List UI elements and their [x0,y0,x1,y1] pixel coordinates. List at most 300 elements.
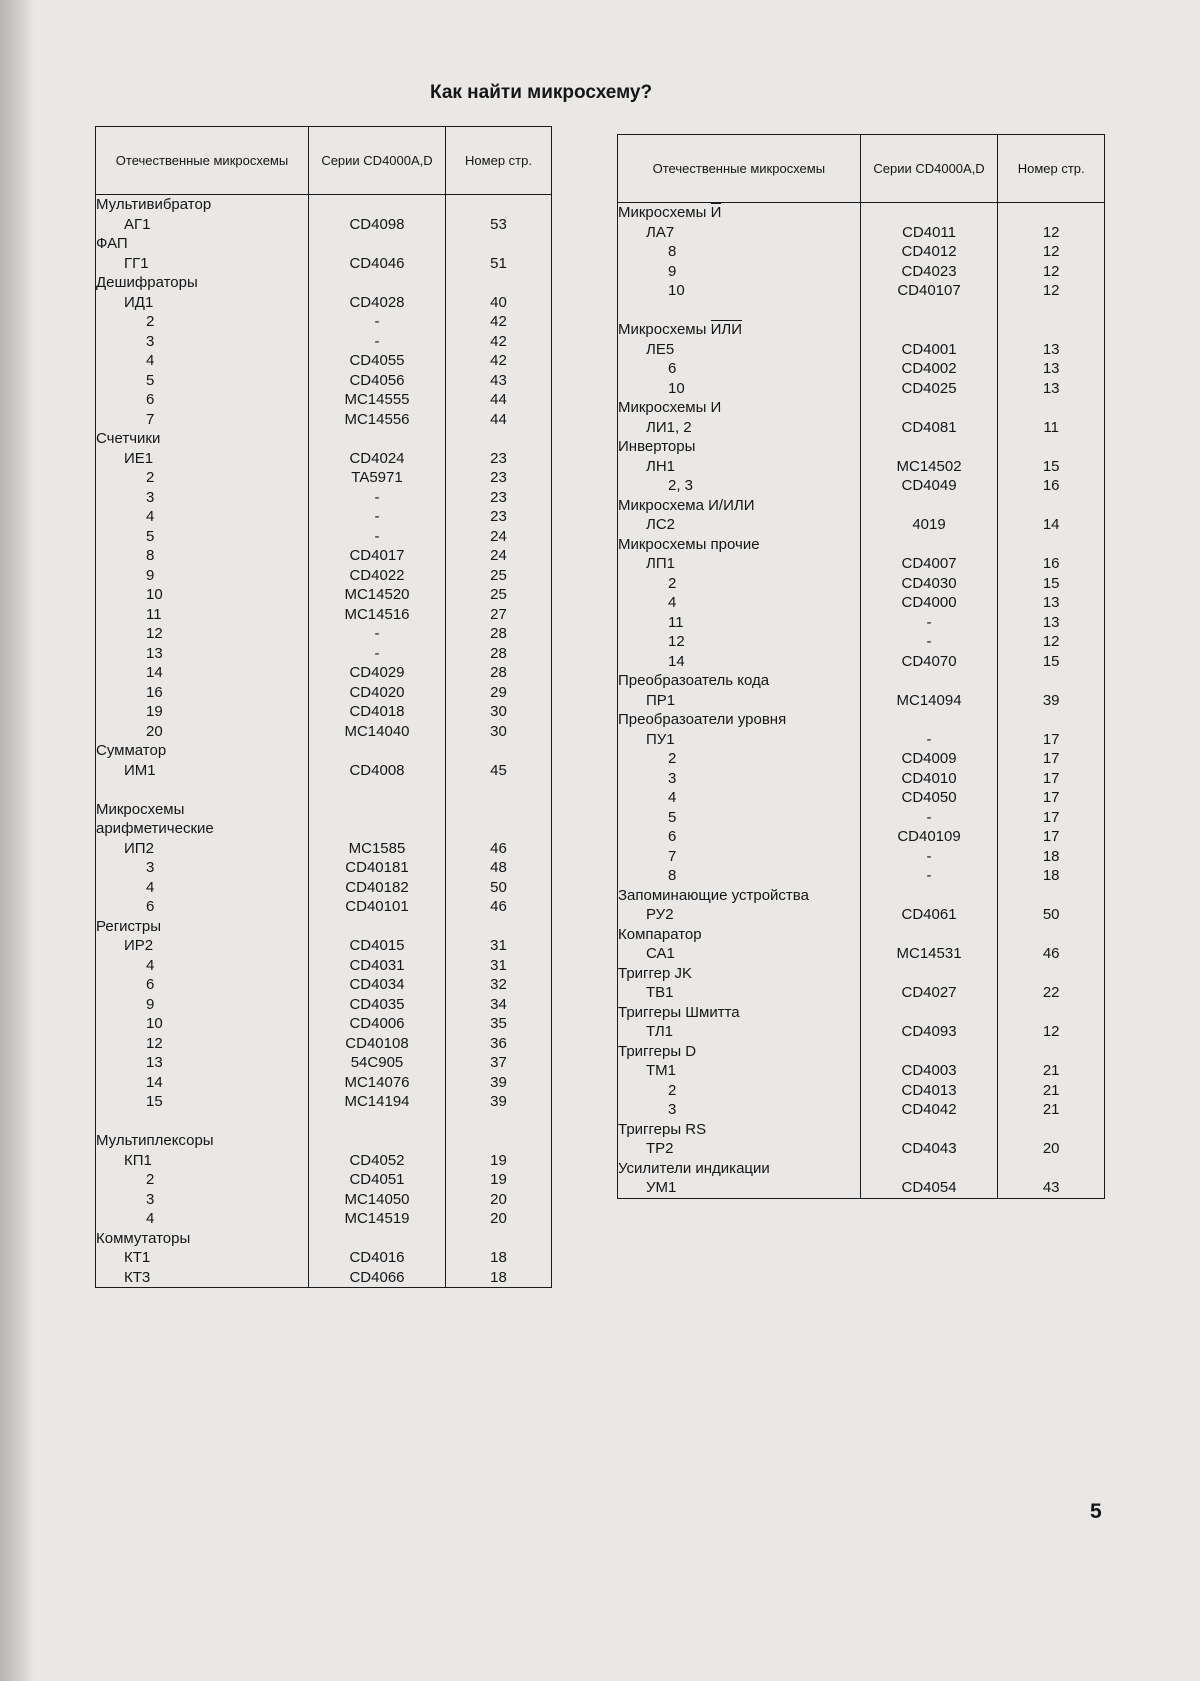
series-code [861,1042,998,1062]
chip-designation [96,332,308,352]
name-text: 9 [146,566,155,584]
series-code [309,741,445,761]
page-ref: 17 [1042,789,1060,806]
page-ref: 50 [1042,906,1060,923]
name-text: 5 [668,808,677,826]
name-text: Преобразоатели уровня [618,711,787,728]
page-ref: 21 [1042,1101,1060,1118]
page-ref: 53 [490,215,507,233]
category-label [618,203,860,223]
chip-designation [96,839,308,859]
name-text: Микросхемы прочие [618,535,760,553]
category-label [618,1042,860,1062]
series-code: CD4013 [901,1081,957,1099]
name-text: Усилители индикации [618,1159,770,1177]
name-text: Сумматор [96,742,167,759]
page-ref: 19 [490,1151,507,1169]
name-text: КТ1 [124,1249,151,1266]
name-text: РУ2 [646,906,674,923]
chip-designation [96,1073,308,1093]
series-code: CD40108 [345,1034,409,1052]
name-text: 7 [146,410,155,428]
category-label [96,1131,308,1151]
series-code: CD4051 [349,1171,405,1188]
chip-designation [96,312,308,332]
series-code: MC1585 [348,839,406,857]
category-label [96,741,308,761]
chip-designation [96,858,308,878]
series-code: MC14519 [344,1210,410,1227]
chip-designation [618,983,860,1003]
spacer-row [96,1112,308,1132]
page-ref [998,1120,1104,1140]
category-label [96,273,308,293]
page-ref: 12 [1042,1023,1060,1040]
series-code: MC14050 [344,1190,410,1208]
name-text: СА1 [646,945,675,962]
series-code: CD4011 [902,223,956,241]
series-code: MC14555 [344,391,410,408]
name-text: 12 [146,625,163,642]
name-text: Микросхемы [96,800,185,818]
page-number: 5 [1090,1500,1102,1523]
header-series: Серии CD4000A,D [309,127,446,195]
page-ref [998,1159,1104,1179]
page-ref: 46 [1042,945,1060,962]
page-ref: 11 [1043,418,1059,436]
series-code: 4019 [912,516,946,533]
name-text: ИЕ1 [124,449,154,467]
page-ref [998,301,1104,321]
category-label [96,1229,308,1249]
chip-designation [618,944,860,964]
series-code [861,671,998,691]
chip-designation [618,1061,860,1081]
page-ref: 25 [490,566,507,584]
series-code: CD4003 [901,1062,957,1079]
name-text: 4 [146,352,155,369]
name-text: 14 [146,1073,163,1091]
series-code: CD4012 [901,243,957,260]
name-text: ТМ1 [646,1062,676,1079]
series-code [309,917,445,937]
series-code: CD4022 [349,566,405,584]
page-ref: 40 [490,293,507,311]
page-ref: 46 [490,839,507,857]
name-text: Запоминающие устройства [618,886,809,904]
name-text: 11 [668,613,684,631]
category-label [618,320,860,340]
header-domestic: Отечественные микросхемы [618,135,861,203]
page-ref: 28 [490,664,507,681]
category-label [96,195,308,215]
chip-designation [96,624,308,644]
page-ref [998,925,1104,945]
series-code: MC14556 [344,410,410,428]
name-text: ЛЕ5 [646,340,675,358]
page-ref: 39 [1042,691,1060,709]
page-ref: 13 [1042,613,1060,631]
chip-designation [96,215,308,235]
column-series-codes [860,203,998,1199]
page-ref: 46 [490,898,507,915]
page-ref: 19 [490,1171,507,1188]
series-code [861,1003,998,1023]
name-text: 12 [668,633,685,650]
series-code: CD4043 [901,1140,957,1157]
category-label [618,1003,860,1023]
page-ref: 29 [490,683,507,701]
name-text: ТЛ1 [646,1023,674,1040]
name-text: 8 [146,547,155,564]
name-text: ЛП1 [646,555,675,572]
chip-designation [96,936,308,956]
name-text: ЛИ1, 2 [646,418,692,436]
series-code: CD4055 [349,352,405,369]
chip-designation [618,1081,860,1101]
page-ref: 17 [1042,730,1060,748]
name-text: 13 [146,1054,163,1071]
name-text: 2 [146,313,155,330]
page-ref: 39 [490,1093,507,1110]
series-code [861,964,998,984]
series-code: CD40109 [897,828,961,845]
name-text: 4 [668,594,677,611]
series-code: CD4061 [901,906,957,923]
name-text: 10 [668,282,685,299]
chip-designation [96,488,308,508]
page-ref: 18 [1042,847,1060,865]
chip-designation [618,281,860,301]
name-text: 10 [146,1015,163,1032]
series-code: CD4007 [901,555,957,572]
name-text: ИП2 [124,839,154,857]
page-ref: 15 [1042,652,1060,670]
series-code [309,800,445,820]
series-code: CD4093 [901,1023,957,1040]
chip-designation [618,554,860,574]
series-code: - [374,332,380,350]
page-ref [446,1229,551,1249]
name-text: Микросхемы [618,321,711,338]
page-ref [998,203,1104,223]
series-code: - [926,867,932,884]
series-code: CD4016 [349,1249,405,1266]
page-ref: 14 [1042,516,1060,533]
series-code [861,1159,998,1179]
page-ref: 35 [490,1015,507,1032]
category-label [618,671,860,691]
series-code [861,710,998,730]
series-code [309,1112,445,1132]
chip-designation [96,585,308,605]
name-text: 4 [146,956,155,974]
page-ref: 13 [1042,379,1060,397]
page-ref: 23 [490,469,507,486]
chip-designation [96,1209,308,1229]
name-text: ГГ1 [124,254,149,272]
series-code: CD4066 [349,1268,405,1286]
page-ref: 25 [490,586,507,603]
chip-designation [618,1139,860,1159]
category-label [96,800,308,820]
series-code: CD4028 [349,293,405,311]
name-text: ЛС2 [646,516,676,533]
chip-designation [618,379,860,399]
series-code: MC14194 [344,1093,410,1110]
chip-designation [96,897,308,917]
chip-designation [96,468,308,488]
spacer-row [96,780,308,800]
series-code [861,203,998,223]
series-code: CD4015 [349,937,405,954]
page-ref: 12 [1042,262,1060,280]
series-code: MC14520 [344,586,410,603]
name-text: 9 [668,262,677,280]
chip-designation [96,702,308,722]
series-code [309,780,445,800]
name-text: АГ1 [124,215,151,233]
page-ref [446,819,551,839]
name-text: Мультивибратор [96,196,212,213]
chip-designation [618,691,860,711]
chip-designation [96,605,308,625]
name-text: Триггеры RS [618,1120,707,1138]
name-text: 15 [146,1093,163,1110]
series-code: CD4049 [901,477,957,494]
page-ref: 45 [490,761,507,779]
page-ref: 50 [490,878,507,896]
chip-designation [96,1014,308,1034]
name-text: 9 [146,995,155,1013]
chip-designation [618,593,860,613]
name-text: 3 [146,488,155,506]
page-ref: 20 [490,1190,507,1208]
name-text: 4 [146,1210,155,1227]
inverted-logic-label: ИЛИ [710,321,742,338]
name-text: КП1 [124,1151,152,1169]
series-code [861,496,998,516]
series-code: - [374,488,380,506]
chip-designation [96,507,308,527]
series-code [861,535,998,555]
name-text: ТР2 [646,1140,674,1157]
name-text: 10 [146,586,163,603]
name-text: Преобразоатель кода [618,672,770,689]
page-ref: 30 [490,703,507,720]
page-ref: 36 [490,1034,507,1052]
name-text: 6 [668,360,677,377]
page-ref: 18 [490,1249,507,1266]
chip-designation [96,449,308,469]
series-code: - [374,625,380,642]
series-code: MC14076 [344,1073,410,1091]
page-ref: 31 [490,956,507,974]
series-code [309,1131,445,1151]
column-domestic-names [618,203,861,1199]
category-label [618,398,860,418]
chip-designation [618,769,860,789]
name-text: 4 [146,508,155,525]
series-code [861,1120,998,1140]
page-ref [998,320,1104,340]
category-label [618,1120,860,1140]
category-label [618,886,860,906]
chip-designation [618,515,860,535]
series-code: MC14531 [896,945,962,962]
series-code: CD40182 [345,878,409,896]
name-text: 2 [146,1171,155,1188]
page-ref: 39 [490,1073,507,1091]
name-text: Коммутаторы [96,1229,191,1247]
series-code: CD4034 [349,976,405,993]
name-text: 3 [668,769,677,787]
page-ref: 16 [1042,555,1060,572]
series-code: CD4056 [349,371,405,389]
chip-designation [618,1178,860,1198]
name-text: 2 [668,574,677,592]
name-text: Мультиплексоры [96,1132,214,1149]
series-code [861,925,998,945]
series-code: CD4029 [349,664,405,681]
page-ref: 30 [490,722,507,740]
page-ref: 17 [1042,769,1060,787]
series-code: MC14502 [896,457,962,475]
name-text: ИМ1 [124,761,156,779]
page-ref: 23 [490,488,507,506]
series-code: CD4027 [901,984,957,1001]
page-ref [998,437,1104,457]
page-ref: 28 [490,644,507,662]
chip-designation [618,476,860,496]
page-ref: 43 [1042,1179,1060,1196]
chip-designation [618,847,860,867]
series-code: CD4052 [349,1151,405,1169]
series-code: CD40107 [897,282,961,299]
series-code: CD4006 [349,1015,405,1032]
chip-designation [96,390,308,410]
chip-designation [96,546,308,566]
name-text: ИД1 [124,293,154,311]
chip-designation [96,975,308,995]
page-ref: 12 [1042,282,1060,299]
page-ref: 44 [490,410,507,428]
page-ref [446,273,551,293]
series-code: CD40181 [345,859,409,876]
series-code: CD4002 [901,360,957,377]
series-code: CD4020 [349,683,405,701]
series-code: CD4018 [349,703,405,720]
page-ref: 42 [490,313,507,330]
page-ref: 12 [1042,223,1060,241]
series-code [861,301,998,321]
page-ref [998,886,1104,906]
page-ref: 28 [490,625,507,642]
page-ref [446,800,551,820]
series-code [309,273,445,293]
column-page-numbers [998,203,1105,1199]
chip-designation [96,1092,308,1112]
page-ref [998,1003,1104,1023]
chip-designation [618,242,860,262]
page-ref: 15 [1042,457,1060,475]
name-text: ЛА7 [646,223,675,241]
category-label [618,437,860,457]
series-code: CD4023 [901,262,957,280]
name-text: Триггеры D [618,1042,697,1060]
spacer-row [618,301,860,321]
chip-designation [96,566,308,586]
page-ref: 21 [1042,1062,1060,1079]
name-text: 2 [146,469,155,486]
page-ref: 17 [1042,750,1060,767]
name-text: ЛН1 [646,457,676,475]
series-code [309,1229,445,1249]
name-text: 4 [146,878,155,896]
page-ref [446,195,551,215]
chip-designation [618,788,860,808]
chip-designation [96,351,308,371]
name-text: 5 [146,371,155,389]
page-ref [998,1042,1104,1062]
name-text: 12 [146,1034,163,1052]
category-label [618,496,860,516]
page-ref: 21 [1042,1081,1060,1099]
chip-designation [618,866,860,886]
category-label [618,964,860,984]
inverted-logic-label: И [710,204,722,221]
category-label [618,535,860,555]
chip-designation [96,644,308,664]
name-text: 6 [668,828,677,845]
page-ref: 22 [1042,984,1060,1001]
name-text: 2 [668,1081,677,1099]
name-text: ФАП [96,235,128,252]
page-ref: 17 [1042,828,1060,845]
page-ref: 13 [1042,340,1060,358]
series-code: - [926,730,932,748]
name-text: 2, 3 [668,477,694,494]
name-text: 13 [146,644,163,662]
column-series-codes [309,195,446,1288]
series-code: CD4008 [349,761,405,779]
name-text: Микросхемы И [618,399,722,416]
chip-designation [96,1151,308,1171]
page-ref [998,496,1104,516]
chip-designation [96,956,308,976]
chip-designation [618,808,860,828]
series-code: CD4098 [349,215,405,233]
name-text: Дешифраторы [96,274,198,291]
page-ref: 16 [1042,477,1060,494]
chip-designation [96,663,308,683]
name-text: 6 [146,391,155,408]
name-text: 3 [146,332,155,350]
chip-designation [96,1190,308,1210]
category-label [618,1159,860,1179]
page-ref: 20 [1042,1140,1060,1157]
chip-designation [96,1053,308,1073]
series-code: CD4050 [901,789,957,806]
chip-designation [96,722,308,742]
series-code: - [374,313,380,330]
series-code: MC14516 [344,605,410,623]
series-code: - [926,847,932,865]
left-index-table [95,126,552,1288]
chip-designation [618,359,860,379]
page-ref: 34 [490,995,507,1013]
chip-designation [618,632,860,652]
